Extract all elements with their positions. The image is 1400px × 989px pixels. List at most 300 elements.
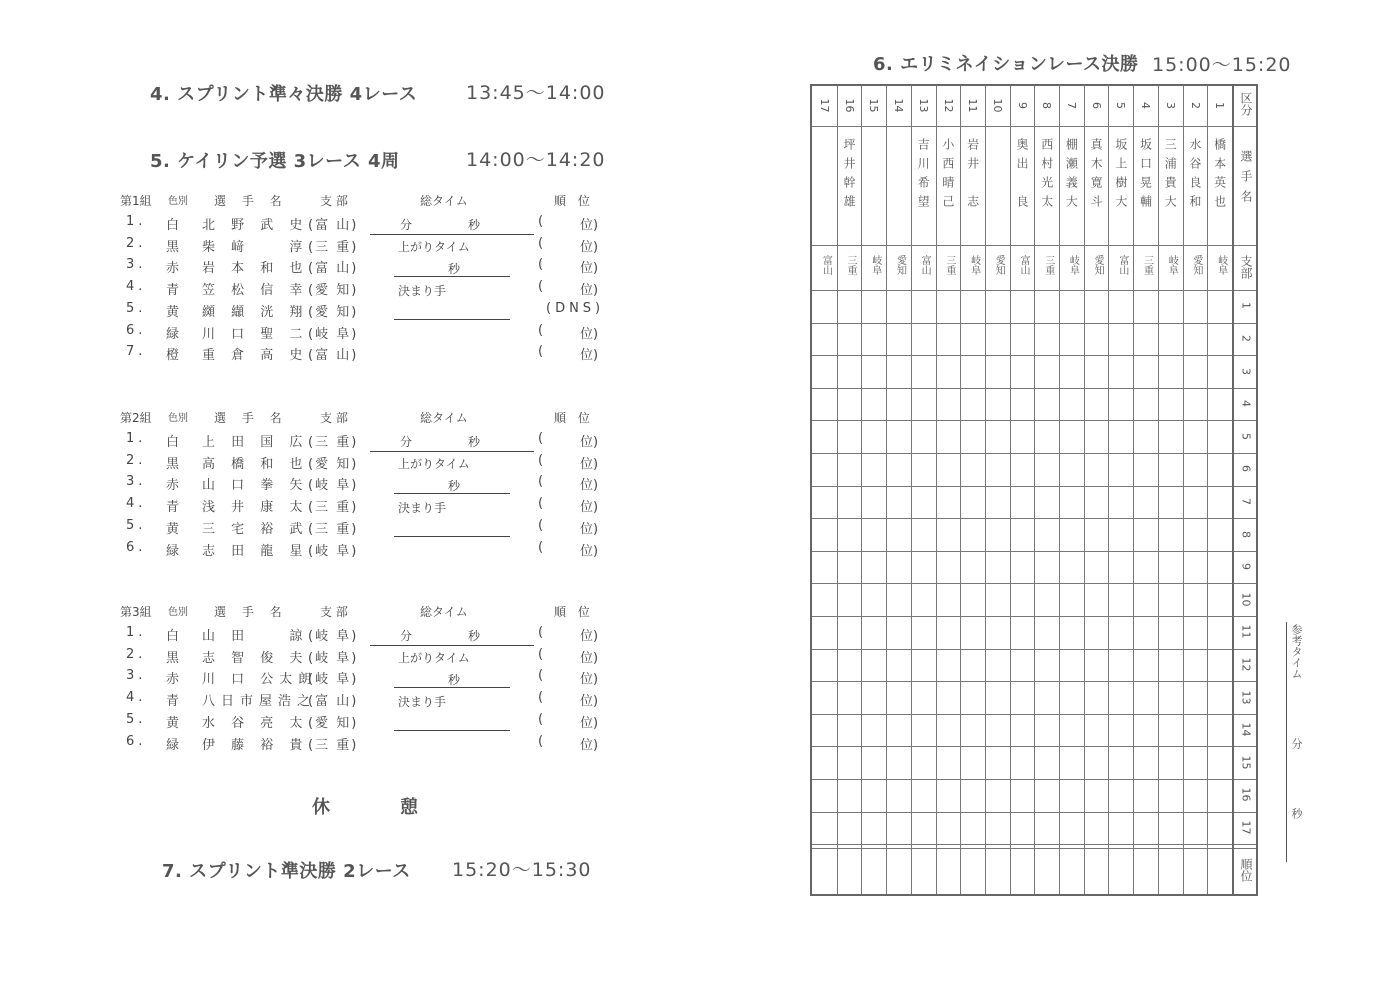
lap-cell[interactable] (1183, 290, 1208, 323)
lap-cell[interactable] (985, 779, 1010, 812)
lap-cell[interactable] (812, 486, 837, 519)
lap-cell[interactable] (1010, 649, 1035, 682)
rank-cell[interactable] (1183, 849, 1208, 894)
lap-cell[interactable] (1108, 355, 1133, 388)
lap-cell[interactable] (1059, 323, 1084, 356)
lap-cell[interactable] (837, 812, 862, 845)
lap-cell[interactable] (837, 486, 862, 519)
lap-cell[interactable] (837, 518, 862, 551)
lap-cell[interactable] (1183, 551, 1208, 584)
rank-cell[interactable] (1108, 849, 1133, 894)
lap-cell[interactable] (960, 388, 985, 421)
lap-cell[interactable] (1034, 323, 1059, 356)
lap-cell[interactable] (1183, 388, 1208, 421)
lap-cell[interactable] (1108, 746, 1133, 779)
lap-cell[interactable] (1059, 420, 1084, 453)
lap-cell[interactable] (960, 355, 985, 388)
lap-cell[interactable] (1034, 779, 1059, 812)
lap-cell[interactable] (837, 290, 862, 323)
lap-cell[interactable] (1133, 518, 1158, 551)
lap-cell[interactable] (1158, 486, 1183, 519)
lap-cell[interactable] (1158, 290, 1183, 323)
lap-cell[interactable] (911, 649, 936, 682)
lap-cell[interactable] (1108, 551, 1133, 584)
lap-cell[interactable] (936, 323, 961, 356)
lap-cell[interactable] (936, 746, 961, 779)
lap-cell[interactable] (985, 290, 1010, 323)
lap-cell[interactable] (1183, 681, 1208, 714)
lap-cell[interactable] (960, 812, 985, 845)
lap-cell[interactable] (1133, 453, 1158, 486)
lap-cell[interactable] (861, 812, 886, 845)
lap-cell[interactable] (985, 583, 1010, 616)
lap-cell[interactable] (1059, 518, 1084, 551)
lap-cell[interactable] (1207, 746, 1232, 779)
lap-cell[interactable] (911, 453, 936, 486)
lap-cell[interactable] (911, 779, 936, 812)
lap-cell[interactable] (1108, 518, 1133, 551)
lap-cell[interactable] (1158, 518, 1183, 551)
lap-cell[interactable] (1059, 616, 1084, 649)
lap-cell[interactable] (1084, 812, 1109, 845)
lap-cell[interactable] (1183, 746, 1208, 779)
lap-cell[interactable] (837, 746, 862, 779)
lap-cell[interactable] (1034, 453, 1059, 486)
lap-cell[interactable] (812, 453, 837, 486)
lap-cell[interactable] (812, 714, 837, 747)
lap-cell[interactable] (936, 290, 961, 323)
lap-cell[interactable] (886, 290, 911, 323)
lap-cell[interactable] (1108, 583, 1133, 616)
lap-cell[interactable] (985, 355, 1010, 388)
lap-cell[interactable] (1010, 812, 1035, 845)
lap-cell[interactable] (1207, 649, 1232, 682)
lap-cell[interactable] (1108, 420, 1133, 453)
rank-cell[interactable] (1010, 849, 1035, 894)
lap-cell[interactable] (1034, 518, 1059, 551)
lap-cell[interactable] (936, 355, 961, 388)
lap-cell[interactable] (1010, 616, 1035, 649)
lap-cell[interactable] (861, 453, 886, 486)
lap-cell[interactable] (1158, 388, 1183, 421)
lap-cell[interactable] (1207, 812, 1232, 845)
rank-cell[interactable] (911, 849, 936, 894)
lap-cell[interactable] (1010, 388, 1035, 421)
lap-cell[interactable] (960, 681, 985, 714)
lap-cell[interactable] (1010, 290, 1035, 323)
lap-cell[interactable] (1034, 746, 1059, 779)
lap-cell[interactable] (936, 551, 961, 584)
lap-cell[interactable] (985, 714, 1010, 747)
lap-cell[interactable] (1010, 355, 1035, 388)
lap-cell[interactable] (1158, 746, 1183, 779)
lap-cell[interactable] (911, 323, 936, 356)
lap-cell[interactable] (1207, 583, 1232, 616)
lap-cell[interactable] (960, 779, 985, 812)
lap-cell[interactable] (1084, 714, 1109, 747)
lap-cell[interactable] (861, 518, 886, 551)
lap-cell[interactable] (1108, 649, 1133, 682)
lap-cell[interactable] (812, 420, 837, 453)
lap-cell[interactable] (1158, 420, 1183, 453)
lap-cell[interactable] (1207, 616, 1232, 649)
lap-cell[interactable] (1133, 812, 1158, 845)
lap-cell[interactable] (1034, 290, 1059, 323)
lap-cell[interactable] (1059, 388, 1084, 421)
lap-cell[interactable] (1010, 681, 1035, 714)
lap-cell[interactable] (1183, 779, 1208, 812)
lap-cell[interactable] (960, 486, 985, 519)
lap-cell[interactable] (1108, 323, 1133, 356)
lap-cell[interactable] (1183, 812, 1208, 845)
lap-cell[interactable] (1010, 583, 1035, 616)
lap-cell[interactable] (1158, 323, 1183, 356)
lap-cell[interactable] (837, 420, 862, 453)
rank-cell[interactable] (1084, 849, 1109, 894)
lap-cell[interactable] (1010, 551, 1035, 584)
lap-cell[interactable] (985, 551, 1010, 584)
lap-cell[interactable] (837, 649, 862, 682)
lap-cell[interactable] (861, 681, 886, 714)
lap-cell[interactable] (1133, 616, 1158, 649)
lap-cell[interactable] (886, 779, 911, 812)
lap-cell[interactable] (861, 649, 886, 682)
lap-cell[interactable] (1059, 714, 1084, 747)
lap-cell[interactable] (812, 746, 837, 779)
lap-cell[interactable] (1108, 290, 1133, 323)
lap-cell[interactable] (1207, 551, 1232, 584)
lap-cell[interactable] (861, 779, 886, 812)
lap-cell[interactable] (1084, 616, 1109, 649)
lap-cell[interactable] (911, 746, 936, 779)
lap-cell[interactable] (1010, 714, 1035, 747)
lap-cell[interactable] (1034, 616, 1059, 649)
lap-cell[interactable] (1084, 486, 1109, 519)
lap-cell[interactable] (960, 290, 985, 323)
lap-cell[interactable] (911, 583, 936, 616)
lap-cell[interactable] (1183, 355, 1208, 388)
lap-cell[interactable] (837, 779, 862, 812)
rank-cell[interactable] (1034, 849, 1059, 894)
lap-cell[interactable] (960, 323, 985, 356)
lap-cell[interactable] (886, 551, 911, 584)
time-entry-line[interactable] (370, 645, 534, 646)
lap-cell[interactable] (1010, 779, 1035, 812)
lap-cell[interactable] (886, 714, 911, 747)
lap-cell[interactable] (861, 388, 886, 421)
lap-cell[interactable] (911, 681, 936, 714)
lap-cell[interactable] (1084, 551, 1109, 584)
lap-cell[interactable] (812, 583, 837, 616)
lap-cell[interactable] (1207, 420, 1232, 453)
rank-cell[interactable] (1207, 849, 1232, 894)
lap-cell[interactable] (1034, 812, 1059, 845)
lap-cell[interactable] (812, 812, 837, 845)
lap-cell[interactable] (1183, 518, 1208, 551)
lap-cell[interactable] (960, 714, 985, 747)
lap-cell[interactable] (1158, 583, 1183, 616)
lap-cell[interactable] (936, 453, 961, 486)
lap-cell[interactable] (1108, 714, 1133, 747)
lap-cell[interactable] (936, 420, 961, 453)
lap-cell[interactable] (1010, 746, 1035, 779)
lap-cell[interactable] (837, 583, 862, 616)
lap-cell[interactable] (985, 746, 1010, 779)
lap-cell[interactable] (1010, 323, 1035, 356)
lap-cell[interactable] (960, 616, 985, 649)
lap-cell[interactable] (1034, 486, 1059, 519)
rank-cell[interactable] (1133, 849, 1158, 894)
rank-cell[interactable] (1158, 849, 1183, 894)
lap-cell[interactable] (812, 290, 837, 323)
lap-cell[interactable] (1084, 681, 1109, 714)
lap-cell[interactable] (812, 616, 837, 649)
lap-cell[interactable] (886, 746, 911, 779)
lap-cell[interactable] (1183, 486, 1208, 519)
lap-cell[interactable] (985, 681, 1010, 714)
lap-cell[interactable] (1059, 746, 1084, 779)
lap-cell[interactable] (886, 355, 911, 388)
lap-cell[interactable] (1084, 779, 1109, 812)
time-entry-line[interactable] (370, 234, 534, 235)
lap-cell[interactable] (911, 551, 936, 584)
time-entry-line[interactable] (394, 276, 510, 277)
lap-cell[interactable] (936, 681, 961, 714)
rank-cell[interactable] (936, 849, 961, 894)
lap-cell[interactable] (886, 649, 911, 682)
lap-cell[interactable] (985, 812, 1010, 845)
time-entry-line[interactable] (394, 687, 510, 688)
lap-cell[interactable] (812, 649, 837, 682)
lap-cell[interactable] (936, 812, 961, 845)
lap-cell[interactable] (911, 714, 936, 747)
lap-cell[interactable] (985, 388, 1010, 421)
lap-cell[interactable] (1207, 453, 1232, 486)
lap-cell[interactable] (1034, 681, 1059, 714)
time-entry-line[interactable] (394, 319, 510, 320)
lap-cell[interactable] (1207, 681, 1232, 714)
lap-cell[interactable] (1183, 453, 1208, 486)
lap-cell[interactable] (1084, 355, 1109, 388)
lap-cell[interactable] (1084, 649, 1109, 682)
lap-cell[interactable] (886, 420, 911, 453)
lap-cell[interactable] (1158, 551, 1183, 584)
lap-cell[interactable] (960, 453, 985, 486)
lap-cell[interactable] (1034, 388, 1059, 421)
lap-cell[interactable] (936, 779, 961, 812)
lap-cell[interactable] (1158, 779, 1183, 812)
lap-cell[interactable] (1034, 355, 1059, 388)
lap-cell[interactable] (911, 290, 936, 323)
rank-cell[interactable] (812, 849, 837, 894)
lap-cell[interactable] (1010, 486, 1035, 519)
lap-cell[interactable] (837, 453, 862, 486)
lap-cell[interactable] (1158, 681, 1183, 714)
lap-cell[interactable] (985, 420, 1010, 453)
lap-cell[interactable] (1183, 323, 1208, 356)
lap-cell[interactable] (837, 388, 862, 421)
lap-cell[interactable] (985, 616, 1010, 649)
lap-cell[interactable] (1133, 649, 1158, 682)
lap-cell[interactable] (812, 779, 837, 812)
lap-cell[interactable] (837, 323, 862, 356)
lap-cell[interactable] (1084, 388, 1109, 421)
lap-cell[interactable] (985, 649, 1010, 682)
lap-cell[interactable] (1108, 812, 1133, 845)
lap-cell[interactable] (1010, 453, 1035, 486)
lap-cell[interactable] (1207, 290, 1232, 323)
lap-cell[interactable] (1084, 453, 1109, 486)
lap-cell[interactable] (837, 714, 862, 747)
lap-cell[interactable] (861, 486, 886, 519)
lap-cell[interactable] (1207, 486, 1232, 519)
lap-cell[interactable] (837, 551, 862, 584)
lap-cell[interactable] (1207, 779, 1232, 812)
lap-cell[interactable] (1059, 583, 1084, 616)
lap-cell[interactable] (960, 518, 985, 551)
lap-cell[interactable] (911, 518, 936, 551)
lap-cell[interactable] (985, 486, 1010, 519)
lap-cell[interactable] (1059, 779, 1084, 812)
lap-cell[interactable] (1207, 714, 1232, 747)
lap-cell[interactable] (911, 388, 936, 421)
lap-cell[interactable] (936, 388, 961, 421)
lap-cell[interactable] (1133, 779, 1158, 812)
lap-cell[interactable] (985, 518, 1010, 551)
lap-cell[interactable] (1084, 746, 1109, 779)
time-entry-line[interactable] (394, 536, 510, 537)
time-entry-line[interactable] (370, 451, 534, 452)
lap-cell[interactable] (911, 486, 936, 519)
lap-cell[interactable] (1133, 714, 1158, 747)
lap-cell[interactable] (886, 323, 911, 356)
lap-cell[interactable] (1059, 812, 1084, 845)
lap-cell[interactable] (1034, 551, 1059, 584)
lap-cell[interactable] (1059, 486, 1084, 519)
lap-cell[interactable] (1084, 420, 1109, 453)
lap-cell[interactable] (1158, 453, 1183, 486)
lap-cell[interactable] (1183, 616, 1208, 649)
lap-cell[interactable] (911, 420, 936, 453)
rank-cell[interactable] (837, 849, 862, 894)
lap-cell[interactable] (1108, 388, 1133, 421)
lap-cell[interactable] (1034, 420, 1059, 453)
time-entry-line[interactable] (394, 730, 510, 731)
lap-cell[interactable] (1133, 681, 1158, 714)
lap-cell[interactable] (1183, 420, 1208, 453)
lap-cell[interactable] (861, 616, 886, 649)
lap-cell[interactable] (1084, 518, 1109, 551)
lap-cell[interactable] (886, 583, 911, 616)
lap-cell[interactable] (1207, 388, 1232, 421)
lap-cell[interactable] (1010, 518, 1035, 551)
lap-cell[interactable] (960, 583, 985, 616)
lap-cell[interactable] (1158, 714, 1183, 747)
lap-cell[interactable] (1207, 518, 1232, 551)
lap-cell[interactable] (911, 812, 936, 845)
lap-cell[interactable] (886, 681, 911, 714)
lap-cell[interactable] (1059, 453, 1084, 486)
lap-cell[interactable] (1059, 355, 1084, 388)
lap-cell[interactable] (861, 355, 886, 388)
lap-cell[interactable] (985, 323, 1010, 356)
lap-cell[interactable] (960, 649, 985, 682)
lap-cell[interactable] (812, 388, 837, 421)
lap-cell[interactable] (1133, 388, 1158, 421)
lap-cell[interactable] (1183, 583, 1208, 616)
rank-cell[interactable] (1059, 849, 1084, 894)
lap-cell[interactable] (1133, 486, 1158, 519)
lap-cell[interactable] (837, 355, 862, 388)
lap-cell[interactable] (861, 290, 886, 323)
lap-cell[interactable] (960, 420, 985, 453)
lap-cell[interactable] (861, 714, 886, 747)
lap-cell[interactable] (1059, 681, 1084, 714)
lap-cell[interactable] (1207, 323, 1232, 356)
time-entry-line[interactable] (394, 493, 510, 494)
lap-cell[interactable] (1059, 551, 1084, 584)
lap-cell[interactable] (1133, 420, 1158, 453)
lap-cell[interactable] (960, 551, 985, 584)
lap-cell[interactable] (911, 616, 936, 649)
lap-cell[interactable] (1207, 355, 1232, 388)
lap-cell[interactable] (1158, 812, 1183, 845)
lap-cell[interactable] (812, 681, 837, 714)
lap-cell[interactable] (861, 323, 886, 356)
lap-cell[interactable] (886, 518, 911, 551)
lap-cell[interactable] (1108, 779, 1133, 812)
lap-cell[interactable] (1034, 649, 1059, 682)
lap-cell[interactable] (1133, 583, 1158, 616)
lap-cell[interactable] (1158, 616, 1183, 649)
lap-cell[interactable] (1183, 714, 1208, 747)
lap-cell[interactable] (1108, 453, 1133, 486)
lap-cell[interactable] (886, 453, 911, 486)
lap-cell[interactable] (936, 714, 961, 747)
rank-cell[interactable] (985, 849, 1010, 894)
lap-cell[interactable] (911, 355, 936, 388)
lap-cell[interactable] (985, 453, 1010, 486)
lap-cell[interactable] (1059, 290, 1084, 323)
lap-cell[interactable] (812, 551, 837, 584)
lap-cell[interactable] (936, 649, 961, 682)
lap-cell[interactable] (1133, 551, 1158, 584)
lap-cell[interactable] (1133, 746, 1158, 779)
lap-cell[interactable] (1133, 290, 1158, 323)
lap-cell[interactable] (861, 583, 886, 616)
lap-cell[interactable] (861, 420, 886, 453)
lap-cell[interactable] (812, 323, 837, 356)
lap-cell[interactable] (1108, 681, 1133, 714)
lap-cell[interactable] (1084, 323, 1109, 356)
lap-cell[interactable] (861, 746, 886, 779)
lap-cell[interactable] (812, 355, 837, 388)
lap-cell[interactable] (837, 616, 862, 649)
lap-cell[interactable] (837, 681, 862, 714)
lap-cell[interactable] (936, 486, 961, 519)
lap-cell[interactable] (1183, 649, 1208, 682)
lap-cell[interactable] (1108, 486, 1133, 519)
lap-cell[interactable] (886, 812, 911, 845)
lap-cell[interactable] (960, 746, 985, 779)
lap-cell[interactable] (1158, 355, 1183, 388)
lap-cell[interactable] (936, 616, 961, 649)
lap-cell[interactable] (1084, 290, 1109, 323)
lap-cell[interactable] (886, 388, 911, 421)
lap-cell[interactable] (1133, 323, 1158, 356)
lap-cell[interactable] (861, 551, 886, 584)
lap-cell[interactable] (812, 518, 837, 551)
